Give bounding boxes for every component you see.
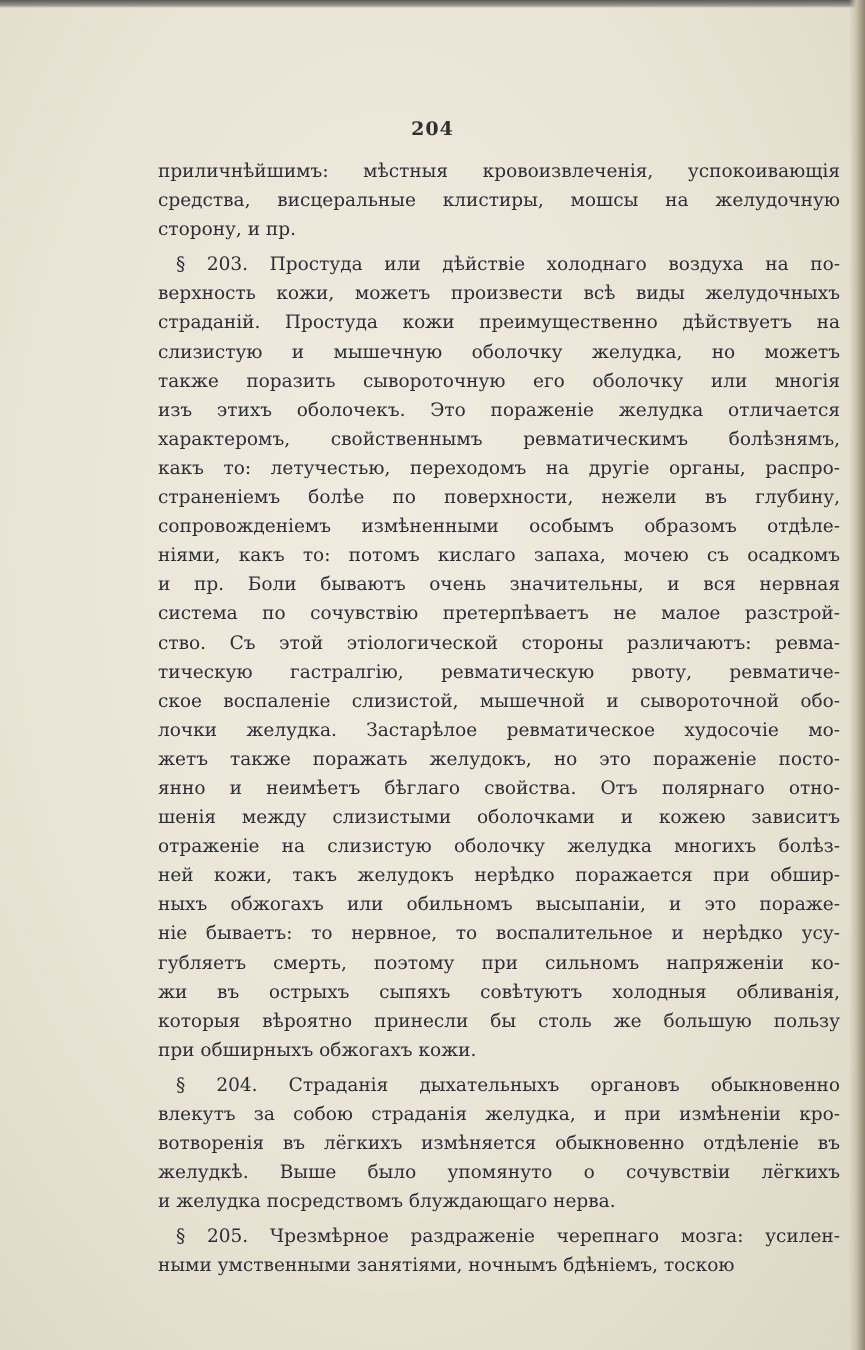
text-line: отраженіе на слизистую оболочку желудка многихъ болѣз- bbox=[158, 836, 840, 858]
page-right-edge bbox=[849, 0, 865, 1350]
text-line: слизистую и мышечную оболочку желудка, но можетъ bbox=[158, 341, 840, 363]
text-line: ство. Съ этой этіологической стороны различаютъ: ревма- bbox=[158, 632, 840, 654]
paragraph bbox=[158, 157, 840, 244]
text-line: шенія между слизистыми оболочками и кожею зависитъ bbox=[158, 807, 840, 829]
text-line: сторону, и пр. bbox=[158, 219, 296, 241]
text-line: ское воспаленіе слизистой, мышечной и сывороточной обо- bbox=[158, 690, 840, 712]
page-top-edge bbox=[0, 0, 865, 8]
text-line: система по сочувствію претерпѣваетъ не малое разстрой- bbox=[158, 603, 840, 625]
body-text bbox=[158, 157, 840, 1281]
paragraph bbox=[158, 1222, 840, 1280]
text-line: тическую гастралгію, ревматическую рвоту, ревматиче- bbox=[158, 661, 840, 683]
text-line: ней кожи, такъ желудокъ нерѣдко поражается при обшир- bbox=[158, 865, 840, 887]
text-line: жи въ острыхъ сыпяхъ совѣтуютъ холодныя обливанія, bbox=[158, 981, 840, 1003]
text-line: изъ этихъ оболочекъ. Это пораженіе желудка отличается bbox=[158, 399, 840, 421]
text-line: также поразить сывороточную его оболочку или многія bbox=[158, 370, 840, 392]
text-line: сопровожденіемъ измѣненными особымъ образомъ отдѣле- bbox=[158, 516, 840, 538]
text-line: ными умственными занятіями, ночнымъ бдѣніемъ, тоскою bbox=[158, 1255, 735, 1277]
text-line: и желудка посредствомъ блуждающаго нерва. bbox=[158, 1191, 616, 1213]
text-line: лочки желудка. Застарѣлое ревматическое худосочіе мо- bbox=[158, 719, 840, 741]
text-line: приличнѣйшимъ: мѣстныя кровоизвлеченія, успокоивающія bbox=[158, 161, 840, 182]
text-line: ныхъ обжогахъ или обильномъ высыпаніи, и это пораже- bbox=[158, 894, 840, 916]
text-line: при обширныхъ обжогахъ кожи. bbox=[158, 1039, 477, 1061]
text-line: губляетъ смерть, поэтому при сильномъ напряженіи ко- bbox=[158, 952, 840, 974]
text-line: вотворенія въ лёгкихъ измѣняется обыкновенно отдѣленіе въ bbox=[158, 1133, 840, 1155]
paragraph bbox=[158, 1071, 840, 1216]
text-line: янно и неимѣетъ бѣглаго свойства. Отъ полярнаго отно- bbox=[158, 777, 840, 799]
text-line: и пр. Боли бываютъ очень значительны, и вся нервная bbox=[158, 574, 840, 596]
text-line: характеромъ, свойственнымъ ревматическимъ болѣзнямъ, bbox=[158, 428, 840, 450]
text-line: § 204. Страданія дыхательныхъ органовъ обыкновенно bbox=[176, 1074, 840, 1096]
paragraph bbox=[158, 250, 840, 1065]
text-line: какъ то: летучестью, переходомъ на другіе органы, распро- bbox=[158, 457, 840, 479]
text-line: § 205. Чрезмѣрное раздраженіе черепнаго мозга: усилен- bbox=[176, 1226, 840, 1248]
text-line: § 203. Простуда или дѣйствіе холоднаго воздуха на по- bbox=[176, 254, 840, 276]
text-line: ніями, какъ то: потомъ кислаго запаха, мочею съ осадкомъ bbox=[158, 545, 840, 567]
text-line: верхность кожи, можетъ произвести всѣ виды желудочныхъ bbox=[158, 283, 840, 305]
text-line: которыя вѣроятно принесли бы столь же большую пользу bbox=[158, 1010, 840, 1032]
text-line: ніе бываетъ: то нервное, то воспалительное и нерѣдко усу- bbox=[158, 923, 840, 945]
text-line: страненіемъ болѣе по поверхности, нежели въ глубину, bbox=[158, 487, 840, 509]
text-line: страданій. Простуда кожи преимущественно дѣйствуетъ на bbox=[158, 312, 840, 334]
text-line: средства, висцеральные клистиры, мошсы на желудочную bbox=[158, 190, 840, 212]
text-line: жетъ также поражать желудокъ, но это пораженіе посто- bbox=[158, 748, 840, 770]
page-number: 204 bbox=[411, 118, 454, 140]
text-line: влекутъ за собою страданія желудка, и при измѣненіи кро- bbox=[158, 1104, 840, 1125]
text-line: желудкѣ. Выше было упомянуто о сочувствіи лёгкихъ bbox=[158, 1162, 840, 1184]
